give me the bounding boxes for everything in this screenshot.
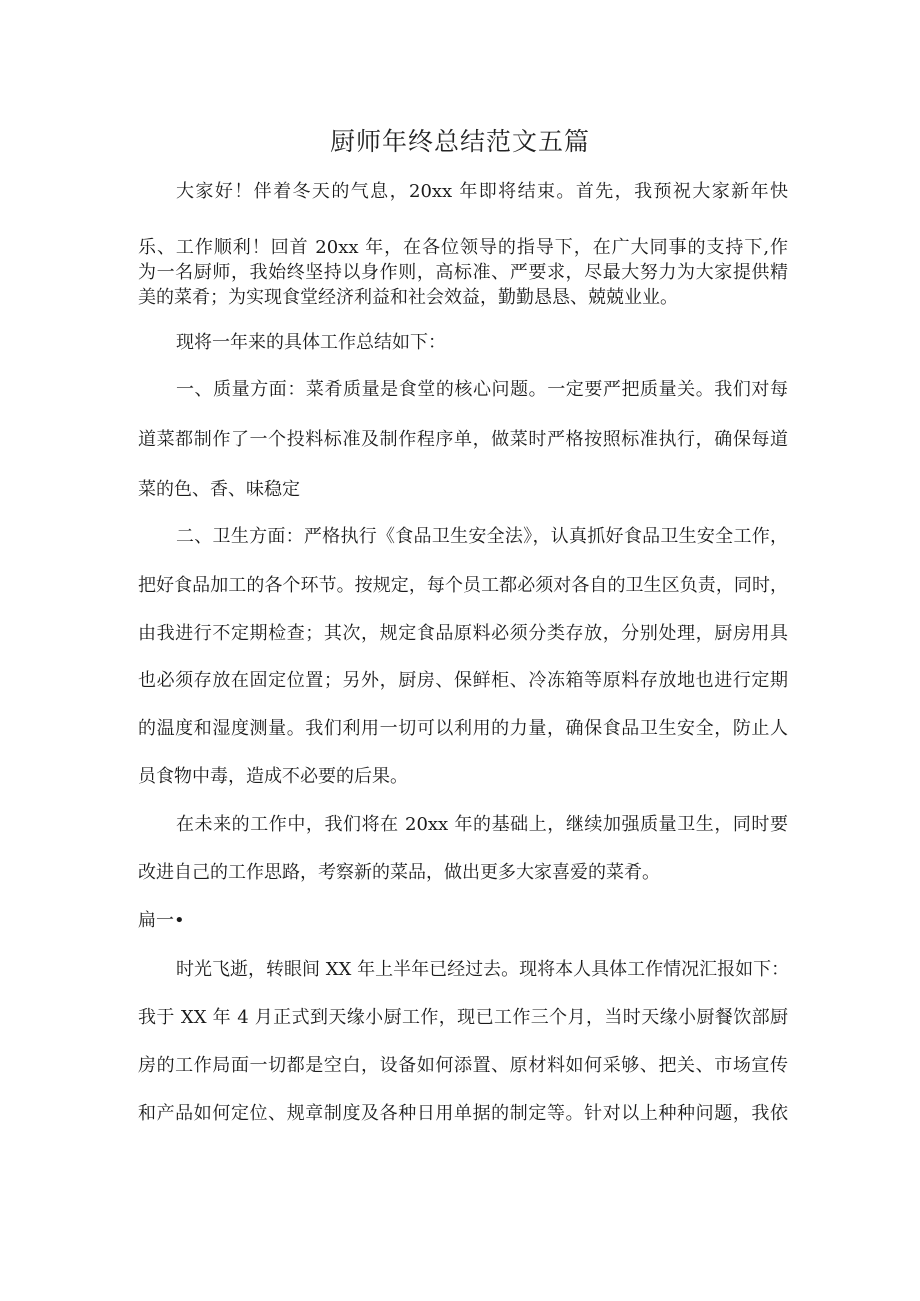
paragraph-line: 员食物中毒，造成不必要的后果。	[138, 766, 408, 787]
paragraph-line: 由我进行不定期检查；其次，规定食品原料必须分类存放，分别处理，厨房用具	[138, 623, 788, 644]
paragraph-line: 我于 XX 年 4 月正式到天缘小厨工作，现已工作三个月，当时天缘小厨餐饮部厨	[138, 1007, 788, 1028]
paragraph-line: 道菜都制作了一个投料标准及制作程序单，做菜时严格按照标准执行，确保每道	[138, 429, 788, 450]
paragraph-line: 美的菜肴；为实现食堂经济利益和社会效益，勤勤恳恳、兢兢业业。	[138, 287, 678, 308]
paragraph-line: 二、卫生方面：严格执行《食品卫生安全法》，认真抓好食品卫生安全工作，	[176, 526, 788, 547]
paragraph-line: 大家好！伴着冬天的气息，20xx 年即将结束。首先，我预祝大家新年快	[176, 181, 788, 202]
paragraph-line: 和产品如何定位、规章制度及各种日用单据的制定等。针对以上种种问题，我依	[138, 1103, 788, 1124]
document-title: 厨师年终总结范文五篇	[329, 127, 590, 156]
paragraph-line: 为一名厨师，我始终坚持以身作则，高标准、严要求，尽最大努力为大家提供精	[138, 262, 788, 283]
paragraph-line: 一、质量方面：菜肴质量是食堂的核心问题。一定要严把质量关。我们对每	[176, 379, 788, 400]
paragraph-line: 也必须存放在固定位置；另外，厨房、保鲜柜、冷冻箱等原料存放地也进行定期	[138, 670, 788, 691]
paragraph-line: 乐、工作顺利！回首 20xx 年，在各位领导的指导下，在广大同事的支持下,作	[138, 237, 788, 258]
paragraph-line: 改进自己的工作思路，考察新的菜品，做出更多大家喜爱的菜肴。	[138, 862, 660, 883]
paragraph-line: 在未来的工作中，我们将在 20xx 年的基础上，继续加强质量卫生，同时要	[176, 814, 788, 835]
section-marker: 扁一•	[138, 910, 185, 931]
paragraph-line: 菜的色、香、味稳定	[138, 479, 300, 500]
paragraph-line: 房的工作局面一切都是空白，设备如何添置、原材料如何采够、把关、市场宣传	[138, 1055, 788, 1076]
paragraph-line: 时光飞逝，转眼间 XX 年上半年已经过去。现将本人具体工作情况汇报如下：	[176, 959, 790, 980]
paragraph-line: 的温度和湿度测量。我们利用一切可以利用的力量，确保食品卫生安全，防止人	[138, 718, 788, 739]
paragraph-line: 把好食品加工的各个环节。按规定，每个员工都必须对各自的卫生区负责，同时，	[138, 575, 788, 596]
paragraph-line: 现将一年来的具体工作总结如下：	[176, 332, 446, 353]
